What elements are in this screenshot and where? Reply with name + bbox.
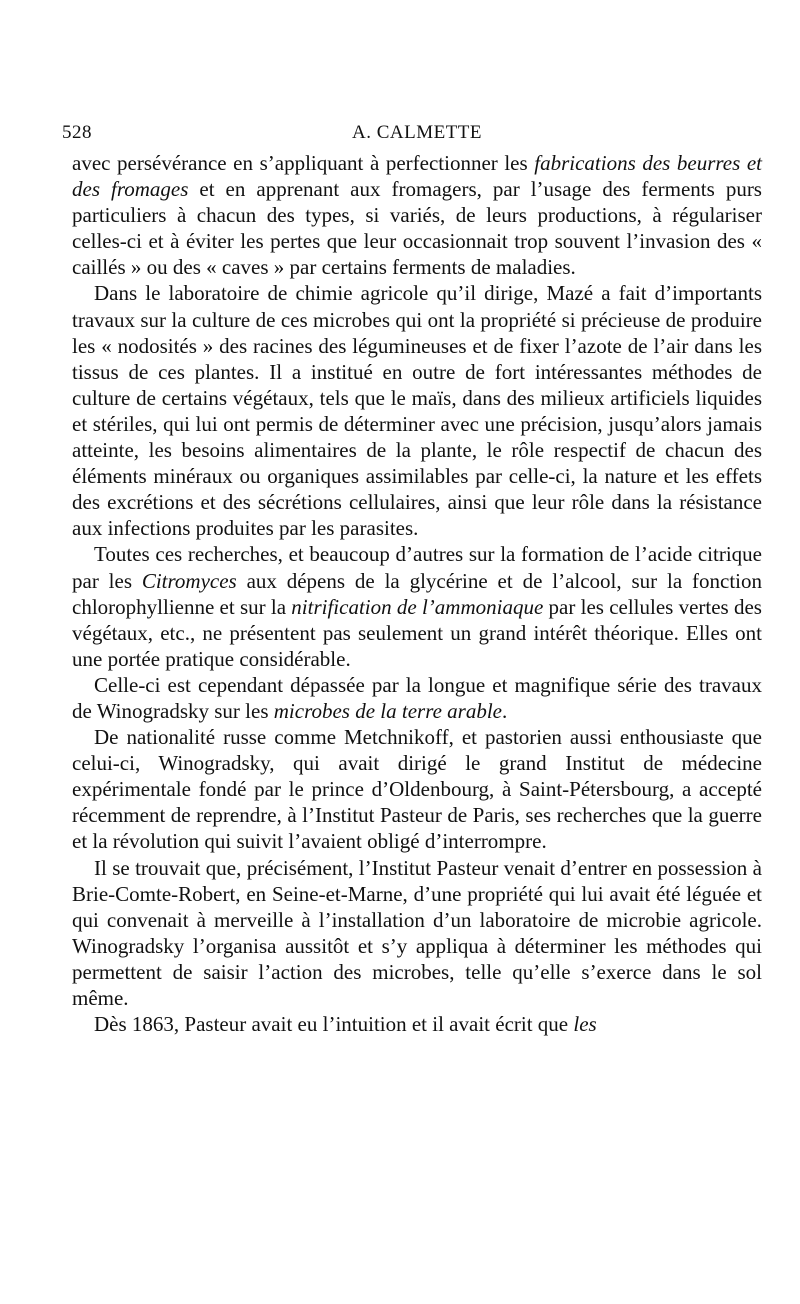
page bbox=[62, 110, 762, 1037]
paragraph bbox=[72, 1011, 762, 1037]
text-run: par les cellules vertes des végétaux, etc., ne présentent pas seulement un grand intérêt théorique. Elles ont une portée pratique considérable. bbox=[72, 594, 762, 671]
paragraph bbox=[72, 855, 762, 1012]
text-run: Il se trouvait que, précisément, l’Institut Pasteur venait d’entrer en possession à Brie-Comte-Robert, en Seine-et-Marne, d’une propriété qui lui avait été léguée et qui convenait à merveille à l’installation d’un laboratoire de microbie agricole. Winogradsky l’organisa aussitôt et s’y appliqua à déterminer les méthodes qui permettent de saisir l’action des microbes, telle qu’elle s’exerce dans le sol même. bbox=[72, 855, 762, 1010]
running-title: A. CALMETTE bbox=[351, 122, 483, 143]
paragraph bbox=[72, 724, 762, 854]
italic-text: fabrications des beurres et des fromages bbox=[72, 151, 762, 202]
italic-text: les bbox=[573, 1012, 597, 1037]
text-run: Toutes ces recherches, et beaucoup d’autres sur la formation de l’acide citrique par les bbox=[72, 542, 762, 593]
text-run: et en apprenant aux fromagers, par l’usage des ferments purs particuliers à chacun des types, si variés, de leurs productions, à régulariser celles-ci et à éviter les pertes que leur occasionnait trop souvent l’invasion des « caillés » ou des « caves » par certains ferments de maladies. bbox=[72, 177, 762, 280]
italic-text: Citromyces bbox=[141, 568, 237, 593]
text-run: . bbox=[501, 698, 508, 723]
body-text bbox=[72, 150, 762, 1037]
text-run: Dans le laboratoire de chimie agricole qu’il dirige, Mazé a fait d’importants travaux sur la culture de ces microbes qui ont la propriété si précieuse de produire les « nodosités » des racines des légumineuses et de fixer l’azote de l’air dans les tissus de ces plantes. Il a institué en outre de fort intéressantes méthodes de culture de certains végétaux, tels que le maïs, dans des milieux artificiels liquides et stériles, qui lui ont permis de déterminer avec une précision, jusqu’alors jamais atteinte, les besoins alimentaires de la plante, le rôle respectif de chacun des éléments minéraux ou organiques assimilables par celle-ci, la nature et les effets des excrétions et des sécrétions cellulaires, ainsi que leur rôle dans la résistance aux infections produites par les parasites. bbox=[72, 281, 762, 541]
text-run: aux dépens de la glycérine et de l’alcool, sur la fonction chlorophyllienne et sur la bbox=[72, 568, 762, 619]
text-run: Celle-ci est cependant dépassée par la longue et magnifique série des travaux de Winogradsky sur les bbox=[72, 672, 762, 723]
text-run: De nationalité russe comme Metchnikoff, et pastorien aussi enthousiaste que celui-ci, Winogradsky, qui avait dirigé le grand Institut de médecine expérimentale fondé par le prince d’Oldenbourg, à Saint-Pétersbourg, a accepté récemment de reprendre, à l’Institut Pasteur de Paris, ses recherches que la guerre et la révolution qui suivit l’avaient obligé d’interrompre. bbox=[72, 725, 762, 854]
paragraph bbox=[72, 672, 762, 724]
text-run: avec persévérance en s’appliquant à perfectionner les bbox=[72, 151, 535, 175]
paragraph bbox=[72, 150, 762, 280]
text-run: Dès 1863, Pasteur avait eu l’intuition et il avait écrit que bbox=[94, 1012, 574, 1037]
italic-text: nitrification de l’ammoniaque bbox=[291, 594, 544, 619]
paragraph bbox=[72, 541, 762, 671]
italic-text: microbes de la terre arable bbox=[273, 698, 502, 723]
page-header bbox=[62, 110, 762, 150]
paragraph bbox=[72, 280, 762, 541]
page-number: 528 bbox=[62, 122, 92, 143]
